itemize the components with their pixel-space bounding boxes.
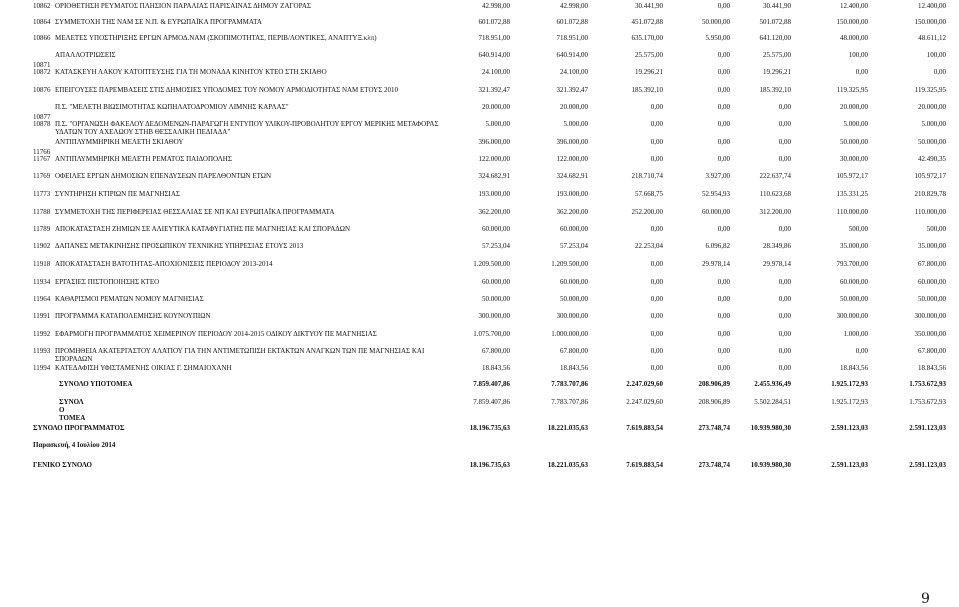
sector-total-value-1: 7.859.407,86 [473,398,510,406]
row-value-5: 0,00 [778,120,791,128]
row-code: 10866 [33,34,51,42]
row-value-3: 451.072,88 [631,18,663,26]
row-value-3: 252.200,00 [631,208,663,216]
row-code: 10871 [33,61,51,69]
row-value-6: 0,00 [855,347,868,355]
program-total-value-2: 18.221.035,63 [547,424,588,432]
row-value-6: 50.000,00 [840,138,868,146]
row-value-2: 1.000.000,00 [551,330,588,338]
grand-total-value-7: 2.591.123,03 [909,461,946,469]
row-code: 11934 [33,278,51,286]
row-value-4: 52.954,93 [702,190,730,198]
row-value-6: 500,00 [848,225,868,233]
sector-total-label-line-1: ΣΥΝΟΛ [59,398,84,406]
row-value-5: 312.200,00 [759,208,791,216]
row-value-4: 0,00 [717,103,730,111]
program-total-value-4: 273.748,74 [698,424,730,432]
row-value-6: 105.972,17 [836,172,868,180]
row-value-1: 1.209.500,00 [473,260,510,268]
row-code: 11789 [33,225,51,233]
subtotal-value-4: 208.906,89 [698,380,730,388]
row-value-6: 30.000,00 [840,155,868,163]
row-value-3: 0,00 [650,364,663,372]
row-value-3: 0,00 [650,330,663,338]
row-value-7: 5.000,00 [921,120,946,128]
sector-total-value-6: 1.925.172,93 [831,398,868,406]
row-value-7: 350.000,00 [914,330,946,338]
row-value-4: 0,00 [717,68,730,76]
page-number: 9 [921,591,930,607]
row-value-2: 300.000,00 [556,312,588,320]
row-value-5: 0,00 [778,364,791,372]
row-value-2: 640.914,00 [556,51,588,59]
row-value-6: 5.000,00 [843,120,868,128]
row-code: 11993 [33,347,51,355]
row-value-5: 30.441,90 [763,2,791,10]
row-value-2: 57.253,04 [560,242,588,250]
row-value-1: 42.998,00 [482,2,510,10]
row-description: ΕΠΕΙΓΟΥΣΕΣ ΠΑΡΕΜΒΑΣΕΙΣ ΣΤΙΣ ΔΗΜΟΣΙΕΣ ΥΠΟΔΟΜΕΣ ΤΟΥ ΝΟΜΟΥ ΑΡΜΟΔΙΟΤΗΤΑΣ ΝΑΜ ΕΤΟΥΣ 2010 [55,86,399,94]
subtotal-label: ΣΥΝΟΛΟ ΥΠΟΤΟΜΕΑ [59,380,133,388]
row-value-3: 0,00 [650,120,663,128]
row-value-3: 0,00 [650,295,663,303]
sector-total-value-5: 5.502.284,51 [754,398,791,406]
row-value-6: 48.000,00 [840,34,868,42]
row-value-2: 601.072,88 [556,18,588,26]
row-value-1: 60.000,00 [482,278,510,286]
row-value-4: 50.000,00 [702,18,730,26]
row-code: 11994 [33,364,51,372]
row-code: 11991 [33,312,51,320]
row-value-4: 0,00 [717,225,730,233]
row-value-4: 0,00 [717,312,730,320]
row-code: 11918 [33,260,51,268]
row-value-7: 35.000,00 [918,242,946,250]
row-value-5: 19.296,21 [763,68,791,76]
row-value-4: 0,00 [717,278,730,286]
row-value-2: 1.209.500,00 [551,260,588,268]
row-value-7: 48.611,12 [918,34,946,42]
row-description: ΑΠΟΚΑΤΑΣΤΑΣΗ ΖΗΜΙΩΝ ΣΕ ΑΛΙΕΥΤΙΚΑ ΚΑΤΑΦΥΓΙΑΤΗΣ ΠΕ ΜΑΓΝΗΣΙΑΣ ΚΑΙ ΣΠΟΡΑΔΩΝ [55,225,351,233]
subtotal-value-1: 7.859.407,86 [473,380,510,388]
row-value-2: 18.843,56 [560,364,588,372]
row-value-2: 193.000,00 [556,190,588,198]
row-description: ΚΑΤΑΣΚΕΥΗ ΛΑΚΟΥ ΚΑΤΟΠΤΕΥΣΗΣ ΓΙΑ ΤΗ ΜΟΝΑΔΑ ΚΙΝΗΤΟΥ ΚΤΕΟ ΣΤΗ ΣΚΙΑΘΟ [55,68,327,76]
row-value-3: 0,00 [650,138,663,146]
subtotal-value-2: 7.783.707,86 [551,380,588,388]
row-value-1: 50.000,00 [482,295,510,303]
row-value-5: 641.120,00 [759,34,791,42]
row-code: 11992 [33,330,51,338]
row-value-6: 18.843,56 [840,364,868,372]
row-value-7: 60.000,00 [918,278,946,286]
row-value-4: 6.096,82 [705,242,730,250]
row-value-5: 29.978,14 [763,260,791,268]
row-value-5: 185.392,10 [759,86,791,94]
row-value-1: 57.253,04 [482,242,510,250]
grand-total-value-2: 18.221.035,63 [547,461,588,469]
row-description: ΚΑΤΕΔΑΦΙΣΗ ΥΦΙΣΤΑΜΕΝΗΣ ΟΙΚΙΑΣ Γ. ΣΗΜΑΙΟΧΑΝΗ [55,364,232,372]
row-value-4: 0,00 [717,138,730,146]
row-code: 11767 [33,155,51,163]
row-value-2: 324.682,91 [556,172,588,180]
row-description: ΑΠΟΚΑΤΑΣΤΑΣΗ ΒΑΤΟΤΗΤΑΣ-ΑΠΟΧΙΟΝΙΣΕΙΣ ΠΕΡΙΟΔΟΥ 2013-2014 [55,260,273,268]
row-value-7: 18.843,56 [918,364,946,372]
row-value-4: 3.927,00 [705,172,730,180]
program-total-value-1: 18.196.735,63 [469,424,510,432]
row-value-5: 0,00 [778,155,791,163]
row-value-1: 362.200,00 [478,208,510,216]
row-value-2: 50.000,00 [560,295,588,303]
row-description: ΕΦΑΡΜΟΓΗ ΠΡΟΓΡΑΜΜΑΤΟΣ ΧΕΙΜΕΡΙΝΟΥ ΠΕΡΙΟΔΟΥ 2014-2015 ΟΔΙΚΟΥ ΔΙΚΤΥΟΥ ΠΕ ΜΑΓΝΗΣΙΑΣ [55,330,377,338]
row-value-1: 324.682,91 [478,172,510,180]
row-value-1: 718.951,00 [478,34,510,42]
row-value-6: 119.325,95 [836,86,868,94]
row-description: ΑΝΤΙΠΛΥΜΜΗΡΙΚΗ ΜΕΛΕΤΗ ΣΚΙΑΘΟΥ [55,138,184,146]
grand-total-value-5: 10.939.980,30 [750,461,791,469]
row-value-3: 30.441,90 [635,2,663,10]
row-value-2: 362.200,00 [556,208,588,216]
sector-total-value-7: 1.753.672,93 [909,398,946,406]
row-description: ΑΠΑΛΛΟΤΡΙΩΣΕΙΣ [55,51,116,59]
row-description: ΟΦΕΙΛΕΣ ΕΡΓΩΝ ΔΗΜΟΣΙΩΝ ΕΠΕΝΔΥΣΕΩΝ ΠΑΡΕΛΘΟΝΤΩΝ ΕΤΩΝ [55,172,272,180]
subtotal-value-6: 1.925.172,93 [831,380,868,388]
row-value-2: 718.951,00 [556,34,588,42]
row-value-7: 20.000,00 [918,103,946,111]
row-value-7: 50.000,00 [918,138,946,146]
row-value-7: 67.800,00 [918,347,946,355]
sector-total-label-line-2: Ο [59,406,65,414]
row-value-7: 50.000,00 [918,295,946,303]
grand-total-label: ΓΕΝΙΚΟ ΣΥΝΟΛΟ [33,461,92,469]
row-value-6: 793.700,00 [836,260,868,268]
row-value-7: 210.829,78 [914,190,946,198]
row-value-1: 601.072,88 [478,18,510,26]
row-value-6: 150.000,00 [836,18,868,26]
row-value-5: 222.637,74 [759,172,791,180]
row-value-3: 0,00 [650,347,663,355]
row-value-3: 0,00 [650,278,663,286]
row-value-5: 0,00 [778,278,791,286]
row-description: ΕΡΓΑΣΙΕΣ ΠΙΣΤΟΠΟΙΗΣΗΣ ΚΤΕΟ [55,278,160,286]
row-value-2: 321.392,47 [556,86,588,94]
report-date: Παρασκευή, 4 Ιουλίου 2014 [33,441,116,449]
row-value-1: 60.000,00 [482,225,510,233]
row-value-4: 0,00 [717,364,730,372]
row-code: 10878 [33,120,51,128]
row-value-1: 20.000,00 [482,103,510,111]
subtotal-value-3: 2.247.029,60 [626,380,663,388]
row-value-5: 0,00 [778,295,791,303]
row-value-1: 1.075.700,00 [473,330,510,338]
row-value-4: 5.950,00 [705,34,730,42]
row-value-5: 501.072,88 [759,18,791,26]
row-description: ΔΑΠΑΝΕΣ ΜΕΤΑΚΙΝΗΣΗΣ ΠΡΟΣΩΠΙΚΟΥ ΤΕΧΝΙΚΗΣ ΥΠΗΡΕΣΙΑΣ ΕΤΟΥΣ 2013 [55,242,304,250]
row-value-3: 0,00 [650,312,663,320]
row-value-7: 300.000,00 [914,312,946,320]
row-value-6: 100,00 [848,51,868,59]
row-value-3: 25.575,00 [635,51,663,59]
row-value-7: 500,00 [926,225,946,233]
row-description: ΣΥΜΜΕΤΟΧΗ ΤΗΣ ΠΕΡΙΦΕΡΕΙΑΣ ΘΕΣΣΑΛΙΑΣ ΣΕ ΝΠ ΚΑΙ ΕΥΡΩΠΑΪΚΑ ΠΡΟΓΡΑΜΜΑΤΑ [55,208,335,216]
sector-total-value-2: 7.783.707,86 [551,398,588,406]
row-value-5: 0,00 [778,138,791,146]
row-value-4: 0,00 [717,155,730,163]
row-value-1: 396.000,00 [478,138,510,146]
row-value-5: 0,00 [778,225,791,233]
row-value-4: 0,00 [717,330,730,338]
row-code: 10862 [33,2,51,10]
row-code: 11766 [33,148,51,156]
row-value-4: 0,00 [717,2,730,10]
grand-total-value-4: 273.748,74 [698,461,730,469]
row-value-7: 150.000,00 [914,18,946,26]
row-value-2: 396.000,00 [556,138,588,146]
row-value-6: 1.000,00 [843,330,868,338]
row-value-3: 57.668,75 [635,190,663,198]
row-description: ΑΝΤΙΠΛΥΜΜΗΡΙΚΗ ΜΕΛΕΤΗ ΡΕΜΑΤΟΣ ΠΑΙΔΟΠΟΛΗΣ [55,155,232,163]
grand-total-value-3: 7.619.883,54 [626,461,663,469]
row-value-4: 0,00 [717,120,730,128]
row-code: 11902 [33,242,51,250]
row-value-2: 60.000,00 [560,225,588,233]
row-value-1: 640.914,00 [478,51,510,59]
row-value-3: 0,00 [650,225,663,233]
row-description: Π.Σ. "ΟΡΓΑΝΩΣΗ ΦΑΚΕΛΟΥ ΔΕΔΟΜΕΝΩΝ-ΠΑΡΑΓΩΓΗ ΕΝΤΥΠΟΥ ΥΛΙΚΟΥ-ΠΡΟΒΟΛΗΤΟΥ ΕΡΓΟΥ ΜΕΡΙΚΗΣ ΜΕΤΑΦΟΡΑΣ ΥΔΑΤΩΝ ΤΟΥ ΑΧΕΛΩΟΥ ΣΤΗΒ ΘΕΣΣΑΛΙΚΗ ΠΕΔΙΑΔΑ" [55,120,439,137]
row-code: 11788 [33,208,51,216]
row-description: ΚΑΘΑΡΙΣΜΟΙ ΡΕΜΑΤΩΝ ΝΟΜΟΥ ΜΑΓΝΗΣΙΑΣ [55,295,204,303]
row-value-7: 42.490,35 [918,155,946,163]
row-value-1: 193.000,00 [478,190,510,198]
row-value-5: 28.349,86 [763,242,791,250]
row-value-5: 0,00 [778,330,791,338]
row-value-2: 24.100,00 [560,68,588,76]
subtotal-value-7: 1.753.672,93 [909,380,946,388]
row-description: ΜΕΛΕΤΕΣ ΥΠΟΣΤΗΡΙΞΗΣ ΕΡΓΩΝ ΑΡΜΟΔ.ΝΑΜ (ΣΚΟΠΙΜΟΤΗΤΑΣ, ΠΕΡΙΒ/ΛΟΝΤΙΚΕΣ, ΑΝΑΠΤΥΞ.κλπ) [55,34,377,42]
program-total-value-5: 10.939.980,30 [750,424,791,432]
row-value-7: 100,00 [926,51,946,59]
row-value-3: 0,00 [650,155,663,163]
sector-total-label-line-3: ΤΟΜΕΑ [59,414,86,422]
row-value-4: 0,00 [717,86,730,94]
row-value-3: 0,00 [650,103,663,111]
row-value-2: 42.998,00 [560,2,588,10]
row-value-2: 122.000,00 [556,155,588,163]
row-code: 11769 [33,172,51,180]
row-value-7: 105.972,17 [914,172,946,180]
row-description: ΠΡΟΓΡΑΜΜΑ ΚΑΤΑΠΟΛΕΜΗΣΗΣ ΚΟΥΝΟΥΠΙΩΝ [55,312,211,320]
row-value-3: 635.170,00 [631,34,663,42]
row-value-1: 5.000,00 [485,120,510,128]
subtotal-value-5: 2.455.936,49 [754,380,791,388]
row-value-6: 60.000,00 [840,278,868,286]
row-description: ΣΥΝΤΗΡΗΣΗ ΚΤΙΡΙΩΝ ΠΕ ΜΑΓΝΗΣΙΑΣ [55,190,180,198]
row-description: ΟΡΙΟΘΕΤΗΣΗ ΡΕΥΜΑΤΟΣ ΠΛΗΣΙΟΝ ΠΑΡΑΛΙΑΣ ΠΑΡΙΣΑΙΝΑΣ ΔΗΜΟΥ ΖΑΓΟΡΑΣ [55,2,311,10]
row-value-6: 50.000,00 [840,295,868,303]
row-description: Π.Σ. "ΜΕΛΕΤΗ ΒΙΩΣΙΜΟΤΗΤΑΣ ΚΩΠΗΛΑΤΟΔΡΟΜΙΟΥ ΛΙΜΝΗΣ ΚΑΡΛΑΣ" [55,103,289,111]
program-total-value-6: 2.591.123,03 [831,424,868,432]
row-value-7: 12.400,00 [918,2,946,10]
row-value-2: 20.000,00 [560,103,588,111]
row-description: ΠΡΟΜΗΘΕΙΑ ΑΚΑΤΕΡΓΑΣΤΟΥ ΑΛΑΤΙΟΥ ΓΙΑ ΤΗΝ ΑΝΤΙΜΕΤΩΠΙΣΗ ΕΚΤΑΚΤΩΝ ΑΝΑΓΚΩΝ ΤΩΝ ΠΕ ΜΑΓΝΗΣΙΑΣ ΚΑΙ ΣΠΟΡΑΔΩΝ [55,347,425,364]
row-value-1: 321.392,47 [478,86,510,94]
row-code: 10864 [33,18,51,26]
row-value-7: 0,00 [933,68,946,76]
program-total-value-7: 2.591.123,03 [909,424,946,432]
row-value-6: 135.331,25 [836,190,868,198]
row-value-5: 0,00 [778,312,791,320]
row-value-3: 19.296,21 [635,68,663,76]
row-value-4: 60.000,00 [702,208,730,216]
row-code: 10877 [33,113,51,121]
grand-total-value-6: 2.591.123,03 [831,461,868,469]
row-value-3: 0,00 [650,260,663,268]
row-value-4: 0,00 [717,347,730,355]
program-total-value-3: 7.619.883,54 [626,424,663,432]
row-value-6: 0,00 [855,68,868,76]
program-total-label: ΣΥΝΟΛΟ ΠΡΟΓΡΑΜΜΑΤΟΣ [33,424,125,432]
row-value-6: 300.000,00 [836,312,868,320]
sector-total-value-3: 2.247.029,60 [626,398,663,406]
grand-total-value-1: 18.196.735,63 [469,461,510,469]
row-value-6: 35.000,00 [840,242,868,250]
row-value-6: 12.400,00 [840,2,868,10]
sector-total-value-4: 208.906,89 [698,398,730,406]
row-value-4: 0,00 [717,51,730,59]
row-code: 10876 [33,86,51,94]
row-value-1: 24.100,00 [482,68,510,76]
row-code: 11773 [33,190,51,198]
row-value-5: 110.623,68 [759,190,791,198]
row-value-1: 67.800,00 [482,347,510,355]
row-value-2: 60.000,00 [560,278,588,286]
row-value-5: 25.575,00 [763,51,791,59]
row-value-3: 22.253,04 [635,242,663,250]
row-code: 11964 [33,295,51,303]
row-value-5: 0,00 [778,347,791,355]
row-value-7: 110.000,00 [914,208,946,216]
row-value-1: 300.000,00 [478,312,510,320]
row-value-3: 218.710,74 [631,172,663,180]
row-value-7: 67.800,00 [918,260,946,268]
row-value-4: 0,00 [717,295,730,303]
row-value-6: 110.000,00 [836,208,868,216]
row-value-2: 5.000,00 [563,120,588,128]
row-value-2: 67.800,00 [560,347,588,355]
row-value-3: 185.392,10 [631,86,663,94]
row-value-4: 29.978,14 [702,260,730,268]
row-value-1: 122.000,00 [478,155,510,163]
row-value-5: 0,00 [778,103,791,111]
row-description: ΣΥΜΜΕΤΟΧΗ ΤΗΣ ΝΑΜ ΣΕ Ν.Π. & ΕΥΡΩΠΑΪΚΑ ΠΡΟΓΡΑΜΜΑΤΑ [55,18,262,26]
row-value-6: 20.000,00 [840,103,868,111]
row-value-1: 18.843,56 [482,364,510,372]
row-value-7: 119.325,95 [914,86,946,94]
row-code: 10872 [33,68,51,76]
